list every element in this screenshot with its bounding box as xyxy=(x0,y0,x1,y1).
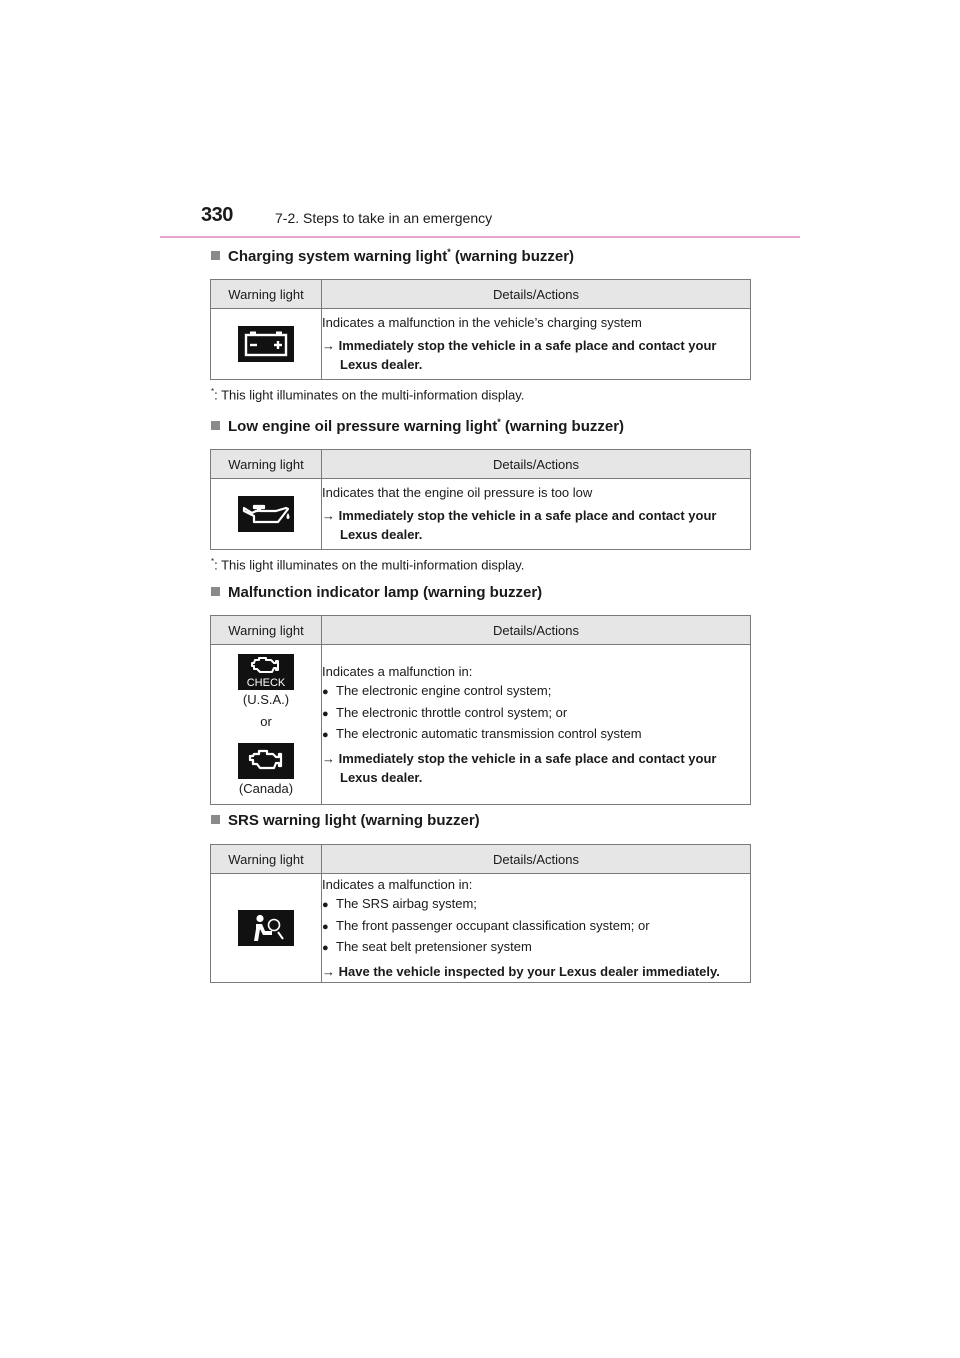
airbag-icon xyxy=(238,910,294,946)
charging-heading: Charging system warning light* (warning buzzer) xyxy=(211,247,574,265)
usa-caption: (U.S.A.) xyxy=(242,691,290,707)
oil-footnote: *: This light illuminates on the multi-information display. xyxy=(211,557,525,573)
col-details: Details/Actions xyxy=(322,280,751,309)
heading-square-icon xyxy=(211,251,220,260)
engine-icon xyxy=(238,743,294,779)
page-number: 330 xyxy=(201,204,233,226)
oil-heading: Low engine oil pressure warning light* (warning buzzer) xyxy=(211,417,624,435)
battery-icon xyxy=(238,326,294,362)
col-warning-light: Warning light xyxy=(211,450,322,479)
col-warning-light: Warning light xyxy=(211,616,322,645)
charging-footnote: *: This light illuminates on the multi-information display. xyxy=(211,387,525,403)
canada-caption: (Canada) xyxy=(238,780,294,796)
col-details: Details/Actions xyxy=(322,845,751,874)
heading-square-icon xyxy=(211,587,220,596)
col-details: Details/Actions xyxy=(322,450,751,479)
srs-bullet-1: ● The SRS airbag system; xyxy=(322,894,750,916)
oil-description: Indicates that the engine oil pressure is too low xyxy=(322,485,593,501)
mil-action: → Immediately stop the vehicle in a safe place and contact your Lexus dealer. xyxy=(322,750,717,785)
mil-table xyxy=(210,615,751,805)
srs-table xyxy=(210,844,751,983)
svg-text:CHECK: CHECK xyxy=(246,676,286,689)
oil-action: → Immediately stop the vehicle in a safe place and contact your Lexus dealer. xyxy=(322,507,717,543)
srs-bullet-2: ● The front passenger occupant classification system; or xyxy=(322,916,750,938)
srs-description: Indicates a malfunction in: xyxy=(322,876,473,892)
oil-can-icon xyxy=(238,496,294,532)
page-header xyxy=(160,204,800,238)
srs-bullet-3: ● The seat belt pretensioner system xyxy=(322,937,750,959)
heading-square-icon xyxy=(211,815,220,824)
heading-square-icon xyxy=(211,421,220,430)
charging-description: Indicates a malfunction in the vehicle’s charging system xyxy=(322,315,642,331)
charging-table xyxy=(210,279,751,380)
mil-bullet-2: ● The electronic throttle control system; or xyxy=(322,703,750,725)
section-title: 7-2. Steps to take in an emergency xyxy=(275,210,493,226)
mil-heading: Malfunction indicator lamp (warning buzzer) xyxy=(211,584,542,601)
mil-bullet-3: ● The electronic automatic transmission control system xyxy=(322,724,750,746)
col-warning-light: Warning light xyxy=(211,845,322,874)
srs-action: → Have the vehicle inspected by your Lexus dealer immediately. xyxy=(322,963,720,979)
oil-table xyxy=(210,449,751,550)
or-label: or xyxy=(260,713,272,729)
charging-action: → Immediately stop the vehicle in a safe place and contact your Lexus dealer. xyxy=(322,337,717,373)
col-details: Details/Actions xyxy=(322,616,751,645)
col-warning-light: Warning light xyxy=(211,280,322,309)
mil-bullet-1: ● The electronic engine control system; xyxy=(322,681,750,703)
srs-heading: SRS warning light (warning buzzer) xyxy=(211,812,480,829)
mil-description: Indicates a malfunction in: xyxy=(322,663,473,679)
check-engine-icon xyxy=(238,654,294,690)
